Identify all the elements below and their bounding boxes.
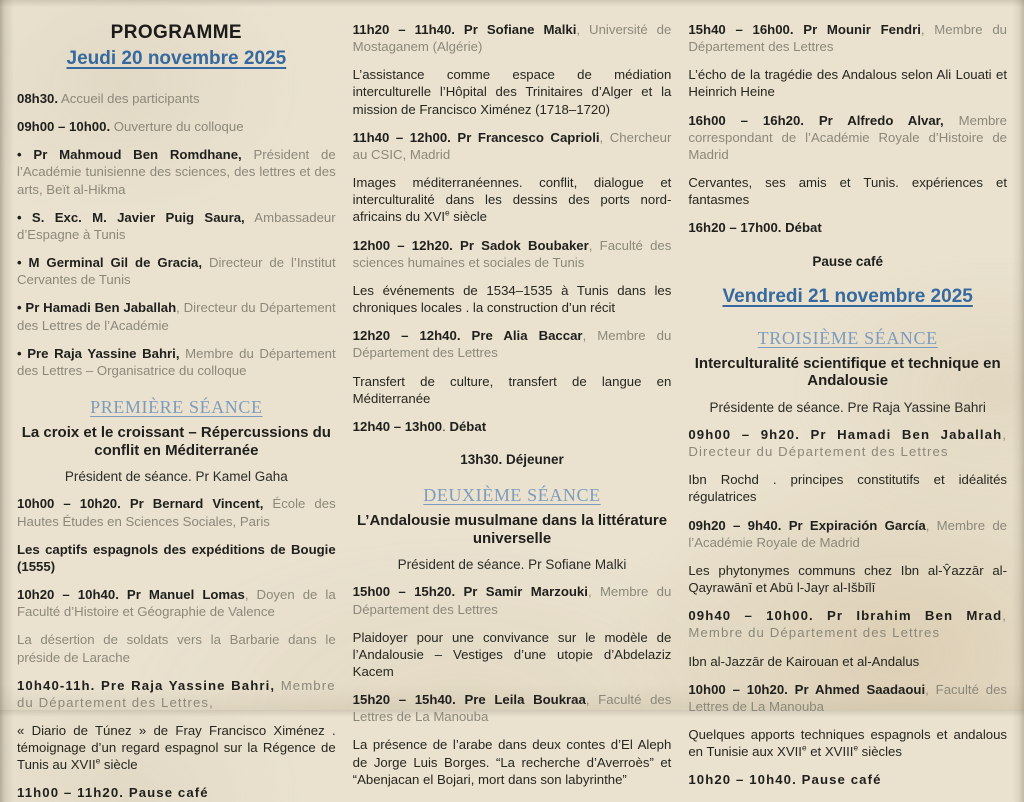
text-segment: L’assistance comme espace de médiation interculturelle l’Hôpital des Trinitaires d’Alger et la mission de Francisco Ximénez (1718–1720) (352, 67, 672, 117)
text-segment: 10h00 – 10h20. Pr Ahmed Saadaoui (688, 681, 926, 697)
column-day1-middle (352, 4, 672, 787)
session-title: L’Andalousie musulmane dans la littérature universelle (356, 511, 668, 547)
break-line (688, 771, 1007, 788)
text-segment: , Membre du Département des Lettres (352, 584, 672, 617)
text-segment: et XVIII (806, 744, 854, 760)
text-segment: 12h20 – 12h40. Pre Alia Baccar (352, 328, 583, 344)
talk-title (688, 562, 1007, 596)
seance-heading: DEUXIÈME SÉANCE (423, 484, 601, 505)
talk-title (688, 471, 1007, 505)
text-segment: La désertion de soldats vers la Barbarie dans le préside de Larache (17, 632, 336, 665)
chair-line: Président de séance. Pr Kamel Gaha (64, 469, 288, 485)
entry (353, 691, 672, 725)
chair-line: Président de séance. Pr Sofiane Malki (397, 557, 627, 573)
text-segment: Ambassadeur d’Espagne à Tunis (17, 209, 336, 242)
text-segment: 11h20 – 11h40. Pr Sofiane Malki (352, 22, 577, 37)
text-segment: 08h30. (17, 91, 59, 106)
text-segment: 15h00 – 15h20. Pr Samir Marzouki (352, 584, 588, 600)
text-segment: • Pr Hamadi Ben Jaballah (17, 300, 177, 316)
text-segment: 09h20 – 9h40. Pr Expiración García (688, 517, 926, 533)
text-segment: , Membre de l’Académie Royale de Madrid (688, 517, 1008, 550)
session-title: Interculturalité scientifique et technique en Andalousie (694, 354, 1001, 390)
entry (17, 345, 336, 379)
text-segment: Transfert de culture, transfert de langue en Méditerranée (352, 373, 672, 406)
entry (353, 129, 672, 163)
text-segment: siècles (858, 744, 902, 760)
text-segment: 11h00 – 11h20. Pause café (17, 785, 209, 801)
text-segment: 10h00 – 10h20. Pr Bernard Vincent, (17, 496, 264, 512)
date-heading: Jeudi 20 novembre 2025 (66, 48, 287, 69)
text-segment: . (442, 418, 450, 434)
talk-title (688, 66, 1007, 100)
text-segment: , Membre du Département des Lettres (352, 328, 672, 361)
text-segment: École des Hautes Études en Sciences Sociales, Paris (17, 496, 336, 529)
entry (353, 583, 672, 617)
entry (688, 21, 1007, 55)
text-segment: e (801, 743, 807, 753)
break-line: 13h30. Déjeuner (460, 451, 564, 467)
text-segment: , Doyen de la Faculté d’Histoire et Géographie de Valence (17, 587, 336, 620)
text-segment: 10h40-11h. Pre Raja Yassine Bahri, (17, 677, 276, 693)
chair-line: Présidente de séance. Pre Raja Yassine Bahri (709, 399, 986, 415)
session-title: La croix et le croissant – Répercussions du conflit en Méditerranée (21, 424, 331, 459)
entry (353, 327, 672, 361)
text-segment: e (445, 209, 450, 219)
text-segment: , Directeur du Département des Lettres (688, 426, 1008, 460)
entry (17, 209, 336, 243)
talk-title (17, 631, 336, 665)
text-segment: , Membre du Département des Lettres (688, 22, 1008, 55)
break-line (688, 219, 1007, 236)
seance-heading: PREMIÈRE SÉANCE (90, 397, 263, 418)
entry (353, 237, 672, 271)
text-segment: La présence de l’arabe dans deux contes d’El Aleph de Jorge Luis Borges. “La recherche d’Averroès” et “Abenjacan el Bojari, mort dans son labyrinthe” (352, 737, 672, 787)
text-segment: L’écho de la tragédie des Andalous selon Ali Louati et Heinrich Heine (688, 67, 1008, 100)
column-day2-right (688, 4, 1008, 788)
text-segment: 12h40 – 13h00 (352, 418, 443, 434)
text-segment: 11h40 – 12h00. Pr Francesco Caprioli (352, 129, 600, 145)
entry (17, 90, 336, 107)
talk-title (353, 736, 672, 787)
text-segment: 15h40 – 16h00. Pr Mounir Fendri (688, 22, 921, 37)
entry (17, 495, 336, 529)
text-segment: 15h20 – 15h40. Pre Leila Boukraa (352, 692, 586, 708)
talk-title (353, 66, 672, 117)
text-segment: 12h00 – 12h20. Pr Sadok Boubaker (352, 237, 589, 253)
talk-title (353, 174, 672, 225)
text-segment: 09h40 – 10h00. Pr Ibrahim Ben Mrad (688, 608, 1003, 624)
talk-title (353, 629, 672, 680)
entry (688, 607, 1007, 641)
text-segment: Ibn Rochd . principes constitutifs et idéalités régulatrices (688, 472, 1008, 505)
text-segment: Directeur de l’Institut Cervantes de Tunis (17, 255, 336, 288)
text-segment: Ibn al-Jazzār de Kairouan et al-Andalus (688, 653, 920, 669)
entry (688, 517, 1007, 551)
text-segment: 10h20 – 10h40. Pr Manuel Lomas (17, 587, 245, 603)
talk-title (688, 653, 1007, 670)
talk-title (17, 541, 336, 575)
text-segment: Cervantes, ses amis et Tunis. expériences et fantasmes (688, 175, 1008, 208)
text-segment: • M Germinal Gil de Gracia, (17, 255, 203, 271)
talk-title (688, 174, 1007, 208)
text-segment: 10h20 – 10h40. Pause café (688, 772, 882, 788)
entry (17, 146, 336, 197)
programme-title: PROGRAMME (110, 22, 242, 43)
text-segment: Plaidoyer pour une convivance sur le modèle de l’Andalousie – Vestiges d’une utopie d’Abdelaziz Kacem (352, 629, 672, 679)
text-segment: 09h00 – 10h00. (17, 119, 111, 135)
talk-title (17, 722, 336, 773)
text-segment: 09h00 – 9h20. Pr Hamadi Ben Jaballah (688, 426, 1003, 442)
talk-title (688, 726, 1007, 760)
text-segment: • Pr Mahmoud Ben Romdhane, (17, 147, 242, 163)
entry (688, 112, 1007, 163)
date-heading: Vendredi 21 novembre 2025 (722, 285, 973, 307)
talk-title (353, 373, 672, 407)
text-segment: Ouverture du colloque (110, 119, 244, 135)
text-segment: Images méditerranéennes. conflit, dialogue et interculturalité dans les dessins des ports nord-africains du XVI (352, 175, 672, 225)
text-segment: Membre du Département des Lettres, (17, 677, 336, 710)
text-segment: 16h00 – 16h20. Pr Alfredo Alvar, (688, 112, 944, 128)
entry (353, 21, 672, 55)
seance-heading: TROISIÈME SÉANCE (757, 327, 938, 348)
text-segment: Les événements de 1534–1535 à Tunis dans les chroniques locales . la construction d’un récit (352, 282, 672, 316)
talk-title (353, 282, 672, 316)
text-segment: Débat (449, 418, 487, 434)
text-segment: Président de l’Académie tunisienne des sciences, des lettres et des arts, Beït al-Hikma (17, 147, 336, 197)
text-segment: 16h20 – 17h00. Débat (688, 220, 822, 236)
text-segment: Les phytonymes communs chez Ibn al-Ŷazzār al-Qayrawānī et Abū l-Jayr al-Išbīlī (688, 562, 1008, 596)
text-segment: Quelques apports techniques espagnols et andalous en Tunisie aux XVII (688, 726, 1008, 760)
text-segment: , Faculté des Lettres de La Manouba (352, 692, 672, 725)
text-segment: , Université de Mostaganem (Algérie) (352, 22, 672, 55)
text-segment: • S. Exc. M. Javier Puig Saura, (17, 209, 245, 225)
entry (688, 426, 1007, 460)
text-segment: e (853, 743, 858, 753)
entry (17, 586, 336, 620)
entry (17, 254, 336, 288)
text-segment: , Faculté des Lettres de La Manouba (688, 681, 1008, 714)
text-segment: , Chercheur au CSIC, Madrid (352, 129, 672, 162)
text-segment: e (95, 756, 101, 766)
text-segment: • Pre Raja Yassine Bahri, (17, 345, 180, 361)
entry (17, 677, 336, 711)
text-segment: , Directeur du Département des Lettres de l’Académie (17, 300, 336, 333)
text-segment: , Membre du Département des Lettres (688, 608, 1008, 641)
text-segment: « Diario de Túnez » de Fray Francisco Ximénez . témoignage d’un regard espagnol sur la Régence de Tunis au XVII (17, 722, 336, 773)
break-line: Pause café (812, 253, 883, 269)
text-segment: siècle (100, 757, 138, 773)
entry (17, 299, 336, 333)
break-line (353, 418, 672, 435)
text-segment: Accueil des participants (58, 91, 200, 106)
column-day1-left (17, 4, 336, 801)
entry (17, 118, 336, 135)
break-line (17, 784, 336, 801)
text-segment: siècle (449, 209, 487, 225)
text-segment: Les captifs espagnols des expéditions de Bougie (1555) (17, 541, 336, 574)
text-segment: Membre correspondant de l’Académie Royale d’Histoire de Madrid (688, 112, 1008, 162)
text-segment: Membre du Département des Lettres – Organisatrice du colloque (17, 345, 336, 378)
text-segment: , Faculté des sciences humaines et sociales de Tunis (352, 237, 672, 270)
